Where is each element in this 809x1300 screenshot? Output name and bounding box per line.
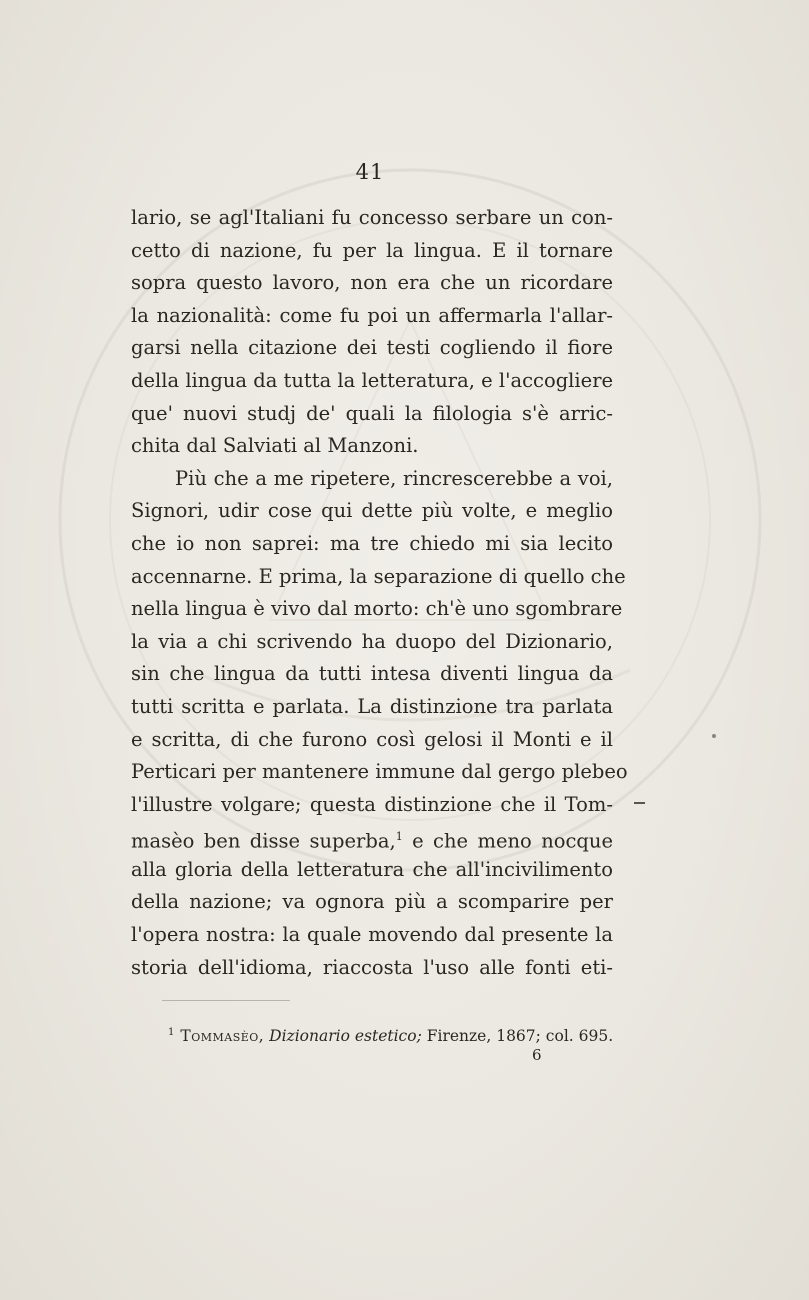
footnote-rule	[162, 1000, 290, 1001]
text-line: la nazionalità: come fu poi un affermarla l'allar-	[131, 303, 613, 327]
text-segment: e che meno nocque	[412, 829, 613, 853]
text-segment: masèo ben disse superba,	[131, 829, 396, 853]
text-line: que' nuovi studj de' quali la filologia s'è arric-	[131, 401, 613, 425]
text-line: garsi nella citazione dei testi cogliendo il fiore	[131, 336, 613, 360]
text-line: alla gloria della letteratura che all'incivilimento	[131, 857, 613, 881]
footnote-title: Dizionario estetico;	[269, 1027, 422, 1046]
text-line: l'opera nostra: la quale movendo dal presente la	[131, 923, 613, 947]
text-line: che io non saprei: ma tre chiedo mi sia lecito	[131, 531, 613, 555]
text-line: e scritta, di che furono così gelosi il Monti e il	[131, 727, 613, 751]
footnote-reference: 1	[395, 830, 403, 844]
footnote	[168, 1022, 618, 1047]
text-line: della nazione; va ognora più a scomparire per	[131, 890, 613, 914]
text-line: chita dal Salviati al Manzoni.	[131, 434, 419, 458]
text-line: sin che lingua da tutti intesa diventi lingua da	[131, 662, 613, 686]
text-line: Perticari per mantenere immune dal gergo plebeo	[131, 760, 628, 784]
margin-mark	[634, 802, 645, 804]
signature-mark: 6	[532, 1046, 542, 1064]
text-line: tutti scritta e parlata. La distinzione tra parlata	[131, 694, 613, 718]
paragraph-start: Più che a me ripetere, rincrescerebbe a voi,	[175, 466, 613, 490]
text-line: accennarne. E prima, la separazione di quello che	[131, 564, 626, 588]
paper-speck	[712, 734, 716, 738]
text-line: l'illustre volgare; questa distinzione che il Tom-	[131, 792, 613, 816]
text-line-with-footnote	[131, 821, 613, 854]
text-line: Signori, udir cose qui dette più volte, e meglio	[131, 499, 613, 523]
page-number: 41	[355, 160, 385, 184]
text-line: della lingua da tutta la letteratura, e l'accogliere	[131, 368, 614, 392]
text-line: la via a chi scrivendo ha duopo del Dizionario,	[131, 629, 613, 653]
text-line: nella lingua è vivo dal morto: ch'è uno sgombrare	[131, 597, 623, 621]
text-line: lario, se agl'Italiani fu concesso serbare un con-	[131, 206, 613, 229]
body-text	[131, 202, 628, 984]
text-line: cetto di nazione, fu per la lingua. E il tornare	[131, 238, 613, 262]
text-line: sopra questo lavoro, non era che un ricordare	[131, 271, 613, 295]
footnote-details: Firenze, 1867; col. 695.	[426, 1027, 614, 1046]
footnote-author: Tommasèo,	[180, 1027, 265, 1046]
footnote-mark: 1	[168, 1027, 175, 1038]
text-line: storia dell'idioma, riaccosta l'uso alle fonti eti-	[131, 955, 613, 979]
